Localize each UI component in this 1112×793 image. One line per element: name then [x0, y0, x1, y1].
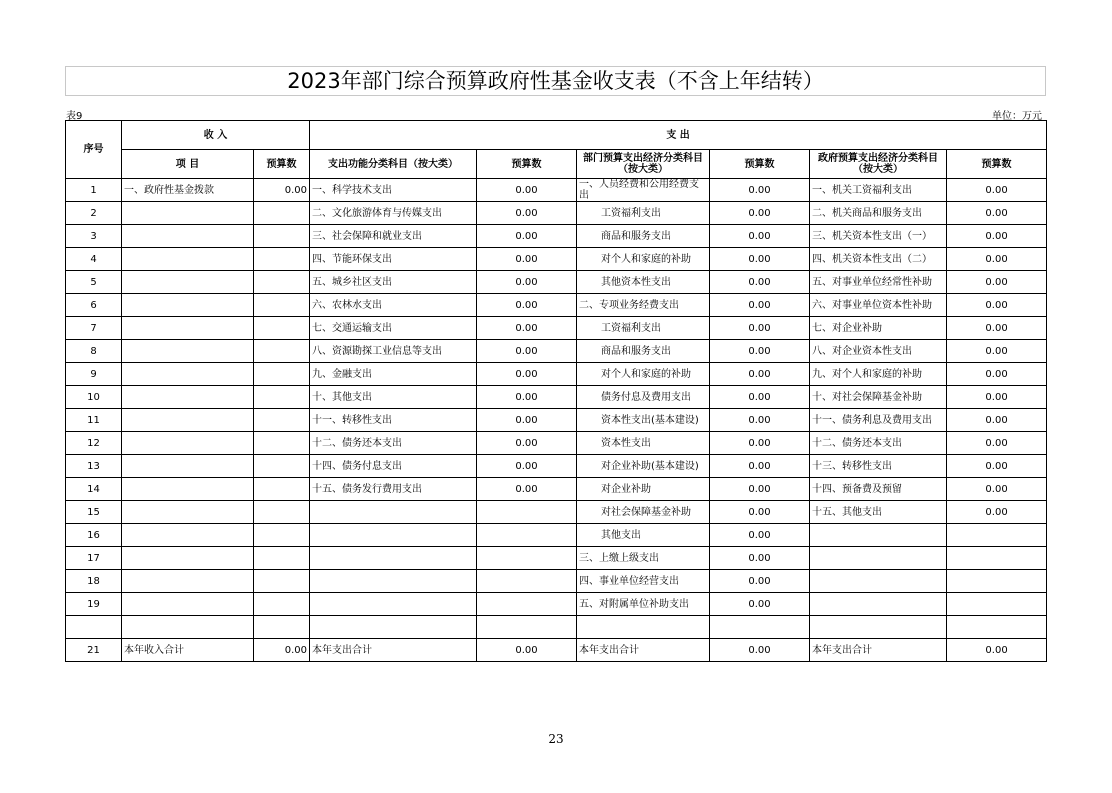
income-amount-cell: [254, 409, 310, 432]
dept-amount-cell: 0.00: [710, 432, 810, 455]
income-item-cell: [122, 271, 254, 294]
func-amount-cell: 0.00: [477, 386, 577, 409]
dept-econ-cell: 对个人和家庭的补助: [577, 363, 710, 386]
gov-econ-cell: 十二、债务还本支出: [810, 432, 947, 455]
func-class-cell: 十四、债务付息支出: [310, 455, 477, 478]
dept-amount-cell: 0.00: [710, 248, 810, 271]
func-class-cell: 九、金融支出: [310, 363, 477, 386]
income-amount-cell: [254, 225, 310, 248]
func-class-cell: 四、节能环保支出: [310, 248, 477, 271]
gov-amount-cell: 0.00: [947, 294, 1047, 317]
gov-amount-cell: 0.00: [947, 363, 1047, 386]
dept-amount-cell: 0.00: [710, 455, 810, 478]
func-class-cell: 二、文化旅游体育与传媒支出: [310, 202, 477, 225]
gov-amount-cell: 0.00: [947, 501, 1047, 524]
income-item-cell: [122, 386, 254, 409]
dept-amount-cell: 0.00: [710, 317, 810, 340]
income-item-cell: [122, 317, 254, 340]
table-row: [66, 409, 1047, 432]
table-row: [66, 202, 1047, 225]
income-amount-cell: [254, 271, 310, 294]
dept-econ-cell: 对企业补助(基本建设): [577, 455, 710, 478]
gov-econ-cell: 九、对个人和家庭的补助: [810, 363, 947, 386]
page-number: 23: [548, 732, 564, 746]
dept-amount-cell: 0.00: [710, 501, 810, 524]
seq-cell: 18: [66, 570, 122, 593]
dept-amount-cell: 0.00: [710, 179, 810, 202]
budget-table: [65, 120, 1047, 662]
seq-cell: 12: [66, 432, 122, 455]
gov-econ-cell: [810, 547, 947, 570]
income-amount-cell: [254, 593, 310, 616]
dept-econ-cell: 三、上缴上级支出: [577, 547, 710, 570]
dept-amount-cell: 0.00: [710, 340, 810, 363]
func-class-cell: [310, 547, 477, 570]
func-amount-cell: 0.00: [477, 202, 577, 225]
func-amount-cell: [477, 616, 577, 639]
table-row: [66, 547, 1047, 570]
seq-cell: 16: [66, 524, 122, 547]
seq-cell: 8: [66, 340, 122, 363]
gov-econ-cell: [810, 616, 947, 639]
gov-amount-cell: [947, 547, 1047, 570]
func-amount-cell: 0.00: [477, 248, 577, 271]
table-row: [66, 524, 1047, 547]
seq-cell: 13: [66, 455, 122, 478]
page-title: 2023年部门综合预算政府性基金收支表（不含上年结转）: [287, 69, 824, 93]
table-row: [66, 593, 1047, 616]
income-item-cell: [122, 478, 254, 501]
gov-econ-cell: 十、对社会保障基金补助: [810, 386, 947, 409]
func-amount-cell: [477, 547, 577, 570]
dept-econ-cell: 资本性支出(基本建设): [577, 409, 710, 432]
seq-cell: 6: [66, 294, 122, 317]
income-item-cell: [122, 248, 254, 271]
func-amount-cell: 0.00: [477, 294, 577, 317]
income-amount-cell: [254, 386, 310, 409]
item-header: 项 目: [122, 150, 254, 179]
gov-econ-cell: 三、机关资本性支出（一）: [810, 225, 947, 248]
seq-cell: 17: [66, 547, 122, 570]
func-class-cell: 一、科学技术支出: [310, 179, 477, 202]
dept-econ-cell: 商品和服务支出: [577, 340, 710, 363]
gov-econ-cell: 四、机关资本性支出（二）: [810, 248, 947, 271]
dept-amount-cell: 0.00: [710, 524, 810, 547]
dept-amount-cell: 0.00: [710, 593, 810, 616]
income-item-cell: [122, 593, 254, 616]
func-class-cell: [310, 593, 477, 616]
dept-econ-cell: 债务付息及费用支出: [577, 386, 710, 409]
unit-label: 单位：万元: [992, 111, 1042, 122]
func-class-cell: 十五、债务发行费用支出: [310, 478, 477, 501]
table-row: [66, 340, 1047, 363]
func-amount-cell: 0.00: [477, 225, 577, 248]
func-class-cell: 十、其他支出: [310, 386, 477, 409]
func-class-cell: [310, 570, 477, 593]
seq-cell: [66, 616, 122, 639]
table-row: [66, 179, 1047, 202]
gov-econ-cell: [810, 524, 947, 547]
gov-amount-cell: 0.00: [947, 386, 1047, 409]
func-amount-cell: [477, 593, 577, 616]
income-header: 收 入: [122, 121, 310, 150]
dept-econ-cell: 对企业补助: [577, 478, 710, 501]
func-class-cell: 七、交通运输支出: [310, 317, 477, 340]
func-amount-cell: [477, 501, 577, 524]
table-row: [66, 570, 1047, 593]
table-row: [66, 478, 1047, 501]
income-item-cell: 本年收入合计: [122, 639, 254, 662]
income-amount-cell: [254, 570, 310, 593]
dept-econ-cell: 对个人和家庭的补助: [577, 248, 710, 271]
func-class-cell: 十二、债务还本支出: [310, 432, 477, 455]
income-amount-cell: [254, 547, 310, 570]
gov-econ-cell: 七、对企业补助: [810, 317, 947, 340]
gov-amount-cell: 0.00: [947, 340, 1047, 363]
func-class-cell: 六、农林水支出: [310, 294, 477, 317]
income-amount-cell: [254, 294, 310, 317]
seq-cell: 15: [66, 501, 122, 524]
func-class-cell: 十一、转移性支出: [310, 409, 477, 432]
func-amount-cell: 0.00: [477, 317, 577, 340]
dept-amount-cell: 0.00: [710, 202, 810, 225]
func-amount-cell: 0.00: [477, 432, 577, 455]
func-class-cell: [310, 524, 477, 547]
income-item-cell: [122, 340, 254, 363]
func-amount-cell: [477, 524, 577, 547]
gov-econ-cell: [810, 570, 947, 593]
gov-econ-header: 政府预算支出经济分类科目（按大类）: [810, 150, 947, 179]
income-item-cell: [122, 501, 254, 524]
func-amount-cell: [477, 570, 577, 593]
func-class-cell: 八、资源勘探工业信息等支出: [310, 340, 477, 363]
table-row: [66, 501, 1047, 524]
dept-econ-cell: 本年支出合计: [577, 639, 710, 662]
gov-econ-cell: 十一、债务利息及费用支出: [810, 409, 947, 432]
gov-amount-cell: 0.00: [947, 478, 1047, 501]
dept-econ-cell: [577, 616, 710, 639]
gov-econ-cell: 十四、预备费及预留: [810, 478, 947, 501]
seq-cell: 21: [66, 639, 122, 662]
gov-econ-cell: 本年支出合计: [810, 639, 947, 662]
gov-amount-cell: 0.00: [947, 455, 1047, 478]
func-class-cell: [310, 616, 477, 639]
income-amount-cell: [254, 202, 310, 225]
income-amount-cell: [254, 340, 310, 363]
table-row: [66, 225, 1047, 248]
gov-amount-cell: 0.00: [947, 317, 1047, 340]
dept-amount-cell: 0.00: [710, 409, 810, 432]
income-amount-cell: [254, 317, 310, 340]
func-amount-cell: 0.00: [477, 455, 577, 478]
income-item-cell: [122, 616, 254, 639]
func-amount-cell: 0.00: [477, 271, 577, 294]
seq-cell: 3: [66, 225, 122, 248]
func-class-cell: 三、社会保障和就业支出: [310, 225, 477, 248]
table-row: [66, 294, 1047, 317]
dept-amount-cell: 0.00: [710, 294, 810, 317]
func-class-cell: 本年支出合计: [310, 639, 477, 662]
table-row: [66, 248, 1047, 271]
dept-econ-cell: 其他支出: [577, 524, 710, 547]
dept-amount-cell: 0.00: [710, 363, 810, 386]
gov-amount-cell: 0.00: [947, 225, 1047, 248]
income-item-cell: [122, 570, 254, 593]
expense-header: 支 出: [310, 121, 1047, 150]
gov-econ-cell: 十五、其他支出: [810, 501, 947, 524]
gov-econ-cell: 二、机关商品和服务支出: [810, 202, 947, 225]
gov-amount-header: 预算数: [947, 150, 1047, 179]
gov-econ-cell: 八、对企业资本性支出: [810, 340, 947, 363]
income-amount-cell: [254, 616, 310, 639]
dept-amount-cell: 0.00: [710, 271, 810, 294]
dept-econ-cell: 资本性支出: [577, 432, 710, 455]
income-amount-cell: [254, 363, 310, 386]
dept-econ-cell: 四、事业单位经营支出: [577, 570, 710, 593]
dept-amount-cell: [710, 616, 810, 639]
gov-amount-cell: [947, 524, 1047, 547]
table-row: [66, 616, 1047, 639]
gov-amount-cell: 0.00: [947, 639, 1047, 662]
dept-amount-cell: 0.00: [710, 386, 810, 409]
income-amount-cell: [254, 478, 310, 501]
income-amount-cell: [254, 524, 310, 547]
func-amount-cell: 0.00: [477, 363, 577, 386]
income-amount-cell: [254, 455, 310, 478]
dept-amount-cell: 0.00: [710, 225, 810, 248]
income-item-cell: [122, 409, 254, 432]
seq-cell: 11: [66, 409, 122, 432]
income-amount-cell: 0.00: [254, 179, 310, 202]
table-row: [66, 455, 1047, 478]
seq-cell: 5: [66, 271, 122, 294]
income-amount-cell: [254, 432, 310, 455]
func-amount-header: 预算数: [477, 150, 577, 179]
func-amount-cell: 0.00: [477, 179, 577, 202]
seq-cell: 9: [66, 363, 122, 386]
gov-amount-cell: 0.00: [947, 202, 1047, 225]
seq-cell: 10: [66, 386, 122, 409]
income-amount-cell: [254, 501, 310, 524]
income-amount-cell: [254, 248, 310, 271]
gov-amount-cell: 0.00: [947, 248, 1047, 271]
income-item-cell: [122, 294, 254, 317]
seq-cell: 7: [66, 317, 122, 340]
income-item-cell: 一、政府性基金拨款: [122, 179, 254, 202]
seq-header: 序号: [66, 121, 122, 179]
seq-cell: 4: [66, 248, 122, 271]
income-item-cell: [122, 432, 254, 455]
income-amount-cell: 0.00: [254, 639, 310, 662]
header-row-1: [66, 121, 1047, 150]
gov-econ-cell: 十三、转移性支出: [810, 455, 947, 478]
func-class-header: 支出功能分类科目（按大类）: [310, 150, 477, 179]
dept-econ-cell: 商品和服务支出: [577, 225, 710, 248]
gov-econ-cell: 六、对事业单位资本性补助: [810, 294, 947, 317]
table-number: 表9: [66, 111, 83, 122]
income-amount-header: 预算数: [254, 150, 310, 179]
income-item-cell: [122, 547, 254, 570]
dept-econ-cell: 工资福利支出: [577, 202, 710, 225]
gov-econ-cell: 五、对事业单位经常性补助: [810, 271, 947, 294]
table-row: [66, 363, 1047, 386]
gov-amount-cell: [947, 570, 1047, 593]
dept-amount-cell: 0.00: [710, 570, 810, 593]
table-row: [66, 317, 1047, 340]
gov-amount-cell: [947, 616, 1047, 639]
income-item-cell: [122, 455, 254, 478]
gov-econ-cell: 一、机关工资福利支出: [810, 179, 947, 202]
gov-econ-cell: [810, 593, 947, 616]
dept-econ-cell: 其他资本性支出: [577, 271, 710, 294]
dept-econ-cell: 二、专项业务经费支出: [577, 294, 710, 317]
income-item-cell: [122, 202, 254, 225]
dept-amount-header: 预算数: [710, 150, 810, 179]
dept-econ-cell: 一、人员经费和公用经费支出: [577, 179, 710, 202]
dept-amount-cell: 0.00: [710, 547, 810, 570]
header-row-2: [66, 150, 1047, 179]
func-amount-cell: 0.00: [477, 478, 577, 501]
income-item-cell: [122, 524, 254, 547]
gov-amount-cell: [947, 593, 1047, 616]
seq-cell: 1: [66, 179, 122, 202]
gov-amount-cell: 0.00: [947, 432, 1047, 455]
dept-econ-cell: 对社会保障基金补助: [577, 501, 710, 524]
dept-econ-cell: 工资福利支出: [577, 317, 710, 340]
func-class-cell: [310, 501, 477, 524]
gov-amount-cell: 0.00: [947, 179, 1047, 202]
table-row: [66, 386, 1047, 409]
table-row: [66, 271, 1047, 294]
func-amount-cell: 0.00: [477, 340, 577, 363]
seq-cell: 14: [66, 478, 122, 501]
dept-econ-cell: 五、对附属单位补助支出: [577, 593, 710, 616]
dept-amount-cell: 0.00: [710, 478, 810, 501]
income-item-cell: [122, 363, 254, 386]
total-row: [66, 639, 1047, 662]
seq-cell: 19: [66, 593, 122, 616]
dept-econ-header: 部门预算支出经济分类科目（按大类）: [577, 150, 710, 179]
gov-amount-cell: 0.00: [947, 271, 1047, 294]
table-row: [66, 432, 1047, 455]
gov-amount-cell: 0.00: [947, 409, 1047, 432]
seq-cell: 2: [66, 202, 122, 225]
func-amount-cell: 0.00: [477, 639, 577, 662]
income-item-cell: [122, 225, 254, 248]
dept-amount-cell: 0.00: [710, 639, 810, 662]
func-amount-cell: 0.00: [477, 409, 577, 432]
func-class-cell: 五、城乡社区支出: [310, 271, 477, 294]
